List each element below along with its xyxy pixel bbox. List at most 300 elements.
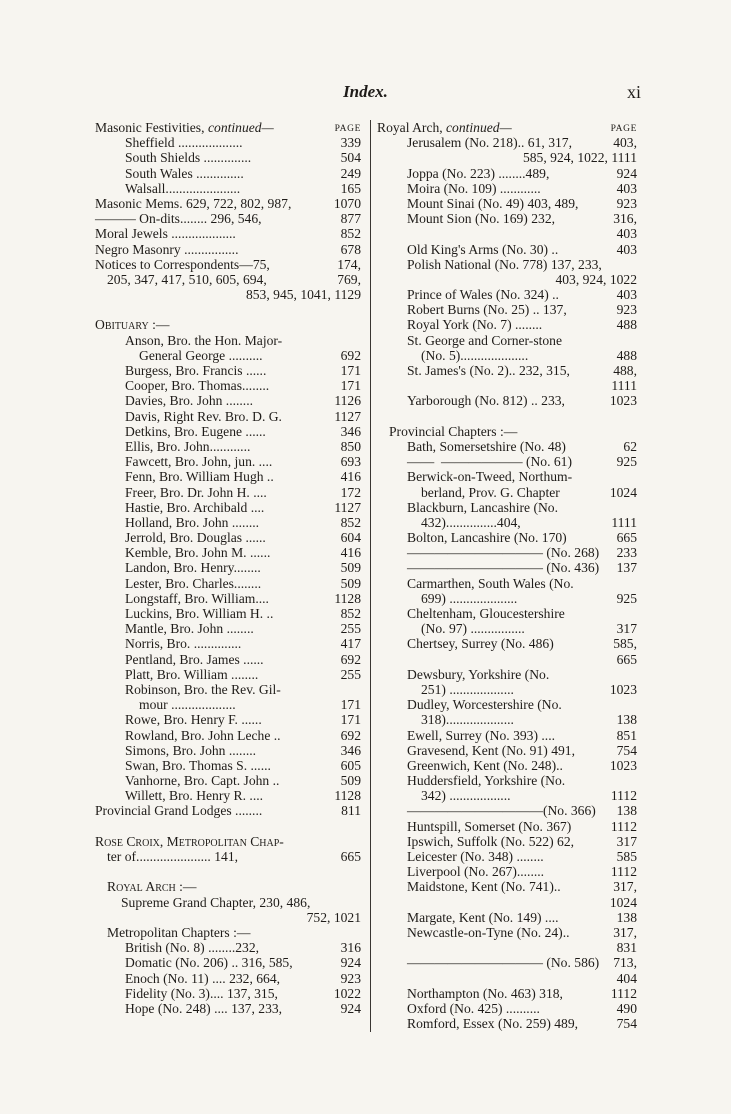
entry-page-numbers: 713, <box>613 955 637 971</box>
entry-page-numbers: 852 <box>340 226 361 242</box>
entry-page-numbers: 488, <box>613 363 637 378</box>
column-divider <box>370 120 371 1032</box>
entry-page-numbers: 1128 <box>334 788 361 804</box>
left-index-column <box>95 120 361 1016</box>
index-entry <box>377 758 637 773</box>
entry-text: Ewell, Surrey (No. 393) .... <box>407 727 555 743</box>
entry-text: Royal Arch, <box>377 120 447 135</box>
index-entry <box>95 1001 361 1016</box>
index-entry <box>95 485 361 500</box>
index-entry <box>95 181 361 196</box>
entry-text: Bolton, Lancashire (No. 170) <box>407 530 567 546</box>
entry-text: Hastie, Bro. Archibald .... <box>125 499 265 515</box>
entry-page-numbers: 317 <box>616 621 637 637</box>
spacer <box>95 819 361 834</box>
entry-text: British (No. 8) ........232, <box>125 940 260 956</box>
entry-text: Huddersfield, Yorkshire (No. <box>407 773 566 789</box>
entry-text: 699) .................... <box>421 590 518 606</box>
index-entry <box>95 773 361 788</box>
page-title: Index. <box>343 82 388 101</box>
entry-text: Davis, Right Rev. Bro. D. G. <box>125 408 282 424</box>
entry-text: Carmarthen, South Wales (No. <box>407 575 574 591</box>
entry-text: Kemble, Bro. John M. ...... <box>125 545 271 561</box>
index-entry <box>377 287 637 302</box>
entry-text: Blackburn, Lancashire (No. <box>407 499 558 515</box>
entry-page-numbers: 255 <box>340 621 361 637</box>
entry-text: Norris, Bro. .............. <box>125 636 242 652</box>
index-entry <box>95 196 361 211</box>
spacer <box>377 409 637 424</box>
index-entry <box>95 439 361 454</box>
index-entry <box>377 955 637 970</box>
index-entry <box>377 257 637 272</box>
entry-text: Northampton (No. 463) 318, <box>407 985 563 1001</box>
index-entry <box>95 500 361 515</box>
entry-page-numbers: 692 <box>340 651 361 667</box>
entry-page-numbers: 1022 <box>333 985 361 1001</box>
index-entry <box>95 652 361 667</box>
index-entry <box>377 819 637 834</box>
index-entry <box>377 545 637 560</box>
index-entry <box>377 226 637 241</box>
index-entry <box>95 879 361 894</box>
entry-text: Leicester (No. 348) ........ <box>407 849 544 864</box>
entry-page-numbers: 678 <box>340 241 361 257</box>
entry-text: Enoch (No. 11) .... 232, 664, <box>125 970 281 986</box>
index-entry <box>95 925 361 940</box>
entry-text: Chertsey, Surrey (No. 486) <box>407 636 554 652</box>
entry-page-numbers: 317, <box>613 924 637 940</box>
entry-text: —— —————— (No. 61) <box>407 454 573 470</box>
page-number: xi <box>626 82 641 102</box>
index-entry <box>95 333 361 348</box>
index-entry <box>377 743 637 758</box>
index-entry <box>377 576 637 591</box>
entry-text: South Wales .............. <box>125 165 244 181</box>
entry-page-numbers: 403, 924, 1022 <box>555 271 637 287</box>
entry-text: Gravesend, Kent (No. 91) 491, <box>407 742 575 758</box>
index-entry <box>95 515 361 530</box>
index-entry <box>377 135 637 150</box>
entry-text: Margate, Kent (No. 149) .... <box>407 909 559 925</box>
entry-text: Royal Arch :— <box>107 879 197 895</box>
index-entry <box>95 530 361 545</box>
index-entry <box>377 348 637 363</box>
index-entry <box>95 621 361 636</box>
index-entry <box>377 910 637 925</box>
index-entry <box>377 728 637 743</box>
entry-page-numbers: 172 <box>340 484 361 500</box>
index-entry <box>377 834 637 849</box>
entry-text: Rowland, Bro. John Leche .. <box>125 727 281 743</box>
entry-text: Joppa (No. 223) ........489, <box>407 165 550 181</box>
index-entry <box>95 545 361 560</box>
entry-page-numbers: 852 <box>340 606 361 621</box>
entry-page-numbers: 509 <box>340 575 361 591</box>
index-entry <box>95 166 361 181</box>
entry-page-numbers: 924 <box>616 165 637 181</box>
entry-page-numbers: 831 <box>616 940 637 956</box>
index-entry <box>377 621 637 636</box>
entry-page-numbers: 924 <box>340 1000 361 1016</box>
entry-text: Huntspill, Somerset (No. 367) <box>407 818 572 834</box>
index-entry <box>95 424 361 439</box>
entry-page-numbers: 174, <box>337 256 361 272</box>
entry-page-numbers: 1112 <box>610 818 637 834</box>
index-entry <box>95 287 361 302</box>
entry-text: Cooper, Bro. Thomas........ <box>125 378 270 394</box>
entry-page-numbers: 1023 <box>609 681 637 697</box>
entry-page-numbers: 317, <box>613 879 637 895</box>
entry-page-numbers: 1024 <box>609 894 637 910</box>
index-entry <box>377 515 637 530</box>
index-entry <box>377 591 637 606</box>
index-entry <box>95 120 361 135</box>
index-entry <box>95 257 361 272</box>
entry-page-numbers: 317 <box>616 833 637 849</box>
entry-text: Rowe, Bro. Henry F. ...... <box>125 712 262 728</box>
index-entry <box>95 712 361 727</box>
entry-text: Obituary :— <box>95 317 170 333</box>
index-entry <box>95 834 361 849</box>
entry-page-numbers: 923 <box>616 302 637 318</box>
entry-page-numbers: 877 <box>340 211 361 227</box>
index-entry <box>377 150 637 165</box>
entry-page-numbers: 233 <box>616 545 637 561</box>
index-entry <box>377 317 637 332</box>
entry-page-numbers: 665 <box>340 849 361 864</box>
entry-page-numbers: 811 <box>341 803 361 819</box>
index-entry <box>377 196 637 211</box>
index-entry <box>377 500 637 515</box>
entry-text: Metropolitan Chapters :— <box>107 924 251 940</box>
entry-page-numbers: 316, <box>613 211 637 227</box>
index-entry <box>95 849 361 864</box>
entry-page-numbers: 509 <box>340 560 361 576</box>
index-entry <box>95 606 361 621</box>
index-entry <box>95 682 361 697</box>
entry-text: Platt, Bro. William ........ <box>125 666 259 682</box>
index-entry <box>95 986 361 1001</box>
entry-text: Fidelity (No. 3).... 137, 315, <box>125 985 278 1001</box>
entry-text: Holland, Bro. John ........ <box>125 514 260 530</box>
index-entry <box>377 712 637 727</box>
entry-page-numbers: 417 <box>340 636 361 652</box>
index-entry <box>377 652 637 667</box>
page-header <box>0 82 731 108</box>
entry-page-numbers: 403 <box>616 241 637 257</box>
index-entry <box>95 743 361 758</box>
entry-page-numbers: 752, 1021 <box>306 909 361 925</box>
index-entry <box>377 333 637 348</box>
entry-text: Newcastle-on-Tyne (No. 24).. <box>407 924 570 940</box>
index-entry <box>377 788 637 803</box>
entry-text: (No. 5).................... <box>421 347 529 363</box>
entry-text: Notices to Correspondents—75, <box>95 256 270 272</box>
entry-page-numbers: 488 <box>616 317 637 333</box>
entry-text: Rose Croix, Metropolitan Chap- <box>95 833 284 849</box>
entry-text: Jerusalem (No. 218).. 61, 317, <box>407 135 572 151</box>
entry-page-numbers: 1112 <box>610 864 637 880</box>
index-entry <box>95 667 361 682</box>
entry-page-numbers: 585, <box>613 636 637 652</box>
entry-text: Simons, Bro. John ........ <box>125 742 257 758</box>
entry-page-numbers: 62 <box>623 438 637 454</box>
entry-page-numbers: 316 <box>340 940 361 956</box>
index-entry <box>95 728 361 743</box>
entry-page-numbers: 1112 <box>610 985 637 1001</box>
entry-text: Anson, Bro. the Hon. Major- <box>125 332 283 348</box>
entry-page-numbers: 346 <box>340 742 361 758</box>
index-entry <box>377 211 637 226</box>
entry-text: Detkins, Bro. Eugene ...... <box>125 423 266 439</box>
entry-page-numbers: 923 <box>340 970 361 986</box>
entry-page-numbers: 171 <box>340 712 361 728</box>
entry-text: Maidstone, Kent (No. 741).. <box>407 879 561 895</box>
index-entry <box>377 363 637 378</box>
index-entry <box>95 135 361 150</box>
entry-page-numbers: 490 <box>616 1000 637 1016</box>
entry-text: Luckins, Bro. William H. .. <box>125 606 274 621</box>
index-entry <box>95 560 361 575</box>
entry-text: —————————— (No. 268) <box>407 545 600 561</box>
entry-text: (No. 97) ................ <box>421 621 525 637</box>
entry-text: Burgess, Bro. Francis ...... <box>125 363 267 378</box>
entry-text: Walsall...................... <box>125 180 241 196</box>
index-entry <box>377 1016 637 1031</box>
entry-page-numbers: 509 <box>340 773 361 789</box>
index-entry <box>95 697 361 712</box>
entry-page-numbers: 1127 <box>334 499 361 515</box>
entry-text: Mantle, Bro. John ........ <box>125 621 254 637</box>
index-entry <box>95 348 361 363</box>
index-entry <box>377 393 637 408</box>
entry-page-numbers: 416 <box>340 469 361 485</box>
index-entry <box>377 925 637 940</box>
entry-text: 318).................... <box>421 712 514 728</box>
index-entry <box>377 166 637 181</box>
entry-text: ter of...................... 141, <box>107 849 239 864</box>
entry-page-numbers: 665 <box>616 530 637 546</box>
entry-page-numbers: 585, 924, 1022, 1111 <box>522 150 637 166</box>
index-entry <box>95 378 361 393</box>
entry-text: Berwick-on-Tweed, Northum- <box>407 469 573 485</box>
index-entry <box>95 803 361 818</box>
entry-text: 251) ................... <box>421 681 514 697</box>
index-entry <box>377 530 637 545</box>
index-entry <box>95 955 361 970</box>
entry-text: Mount Sion (No. 169) 232, <box>407 211 556 227</box>
entry-page-numbers: 171 <box>340 697 361 713</box>
entry-page-numbers: 1127 <box>334 408 361 424</box>
entry-text: Provincial Chapters :— <box>389 423 518 439</box>
entry-text: St. James's (No. 2).. 232, 315, <box>407 363 570 378</box>
index-entry <box>377 971 637 986</box>
index-entry <box>95 636 361 651</box>
entry-page-numbers: 605 <box>340 757 361 773</box>
index-entry <box>95 454 361 469</box>
index-entry <box>95 242 361 257</box>
entry-page-numbers: 1024 <box>609 484 637 500</box>
index-entry <box>95 211 361 226</box>
entry-text: Lester, Bro. Charles........ <box>125 575 262 591</box>
index-entry <box>95 910 361 925</box>
index-entry <box>377 272 637 287</box>
index-entry <box>95 272 361 287</box>
entry-page-numbers: 1070 <box>333 195 361 211</box>
entry-text: Fawcett, Bro. John, jun. .... <box>125 454 273 470</box>
index-entry <box>377 773 637 788</box>
entry-text: Old King's Arms (No. 30) .. <box>407 241 559 257</box>
index-entry <box>95 150 361 165</box>
entry-text: Willett, Bro. Henry R. .... <box>125 788 264 804</box>
entry-page-numbers: 925 <box>616 454 637 470</box>
entry-text: —————————— (No. 436) <box>407 560 600 576</box>
entry-continued: continued— <box>208 120 274 135</box>
entry-page-numbers: 416 <box>340 545 361 561</box>
entry-page-numbers: 1112 <box>610 788 637 804</box>
entry-page-numbers: 171 <box>340 378 361 394</box>
entry-page-numbers: 1023 <box>609 757 637 773</box>
index-entry <box>95 940 361 955</box>
entry-text: Moira (No. 109) ............ <box>407 180 541 196</box>
entry-page-numbers: 138 <box>616 803 637 819</box>
index-entry <box>377 469 637 484</box>
entry-page-numbers: 504 <box>340 150 361 166</box>
index-entry <box>95 895 361 910</box>
entry-text: mour ................... <box>139 697 236 713</box>
entry-page-numbers: 138 <box>616 909 637 925</box>
entry-page-numbers: 171 <box>340 363 361 378</box>
entry-text: Pentland, Bro. James ...... <box>125 651 264 667</box>
entry-text: Freer, Bro. Dr. John H. .... <box>125 484 267 500</box>
entry-page-numbers: 851 <box>616 727 637 743</box>
entry-text: St. George and Corner-stone <box>407 332 563 348</box>
index-entry <box>377 120 637 135</box>
index-entry <box>95 576 361 591</box>
entry-text: Prince of Wales (No. 324) .. <box>407 287 559 303</box>
index-entry <box>377 181 637 196</box>
entry-page-numbers: 692 <box>340 347 361 363</box>
entry-page-numbers: 754 <box>616 742 637 758</box>
index-entry <box>377 424 637 439</box>
index-entry <box>95 393 361 408</box>
index-entry <box>377 454 637 469</box>
index-entry <box>377 636 637 651</box>
entry-text: Moral Jewels ................... <box>95 226 236 242</box>
entry-text: ——— On-dits........ 296, 546, <box>95 211 262 227</box>
entry-page-numbers: 249 <box>340 165 361 181</box>
index-entry <box>95 409 361 424</box>
index-entry <box>377 682 637 697</box>
entry-page-numbers: 339 <box>340 135 361 151</box>
entry-text: Fenn, Bro. William Hugh .. <box>125 469 274 485</box>
entry-text: Yarborough (No. 812) .. 233, <box>407 393 565 409</box>
entry-page-numbers: 1128 <box>334 590 361 606</box>
index-entry <box>377 302 637 317</box>
entry-text: Hope (No. 248) .... 137, 233, <box>125 1000 283 1016</box>
entry-text: 432)...............404, <box>421 514 521 530</box>
entry-text: Sheffield ................... <box>125 135 243 151</box>
entry-text: Oxford (No. 425) .......... <box>407 1000 540 1016</box>
entry-page-numbers: 850 <box>340 438 361 454</box>
index-entry <box>377 606 637 621</box>
index-entry <box>377 378 637 393</box>
entry-page-numbers: 925 <box>616 590 637 606</box>
entry-text: Polish National (No. 778) 137, 233, <box>407 256 602 272</box>
entry-page-numbers: 924 <box>340 955 361 971</box>
index-entry <box>95 758 361 773</box>
entry-continued: continued— <box>446 120 512 135</box>
index-entry <box>95 363 361 378</box>
entry-page-numbers: 1111 <box>611 378 637 394</box>
entry-page-numbers: 137 <box>616 560 637 576</box>
entry-page-numbers: 852 <box>340 514 361 530</box>
entry-text: Greenwich, Kent (No. 248).. <box>407 757 563 773</box>
entry-page-numbers: 853, 945, 1041, 1129 <box>245 287 361 303</box>
spacer <box>95 864 361 879</box>
entry-text: Liverpool (No. 267)........ <box>407 864 545 880</box>
entry-page-numbers: 1126 <box>334 393 361 409</box>
index-entry <box>95 226 361 241</box>
entry-text: Landon, Bro. Henry........ <box>125 560 261 576</box>
entry-text: Cheltenham, Gloucestershire <box>407 606 565 621</box>
entry-text: berland, Prov. G. Chapter <box>421 484 560 500</box>
entry-text: Domatic (No. 206) .. 316, 585, <box>125 955 293 971</box>
index-entry <box>95 788 361 803</box>
entry-text: 342) .................. <box>421 788 511 804</box>
entry-page-numbers: 585 <box>616 849 637 864</box>
entry-text: ——————————(No. 366) <box>407 803 596 819</box>
index-entry <box>95 469 361 484</box>
entry-page-numbers: 769, <box>337 271 361 287</box>
index-entry <box>95 317 361 332</box>
entry-text: —————————— (No. 586) <box>407 955 600 971</box>
index-entry <box>377 940 637 955</box>
entry-text: Masonic Mems. 629, 722, 802, 987, <box>95 195 292 211</box>
entry-page-numbers: 255 <box>340 666 361 682</box>
entry-page-numbers: 1023 <box>609 393 637 409</box>
entry-text: Jerrold, Bro. Douglas ...... <box>125 530 266 546</box>
entry-page-numbers: 346 <box>340 423 361 439</box>
entry-text: Dewsbury, Yorkshire (No. <box>407 666 550 682</box>
entry-text: Royal York (No. 7) ........ <box>407 317 543 333</box>
spacer <box>95 302 361 317</box>
index-entry <box>377 879 637 894</box>
index-entry <box>377 667 637 682</box>
index-entry <box>377 560 637 575</box>
entry-text: Provincial Grand Lodges ........ <box>95 803 263 819</box>
entry-text: Supreme Grand Chapter, 230, 486, <box>121 894 311 910</box>
entry-page-numbers: 693 <box>340 454 361 470</box>
entry-page-numbers: 1111 <box>611 514 637 530</box>
entry-text: Ellis, Bro. John............ <box>125 438 251 454</box>
index-entry <box>377 485 637 500</box>
entry-text: Mount Sinai (No. 49) 403, 489, <box>407 195 579 211</box>
entry-page-numbers: 692 <box>340 727 361 743</box>
entry-page-numbers: 923 <box>616 195 637 211</box>
page-column-heading: PAGE <box>610 124 637 134</box>
entry-text: Masonic Festivities, <box>95 120 208 135</box>
entry-text: Robinson, Bro. the Rev. Gil- <box>125 681 281 697</box>
page-column-heading: PAGE <box>334 124 361 134</box>
entry-text: Bath, Somersetshire (No. 48) <box>407 438 566 454</box>
entry-page-numbers: 138 <box>616 712 637 728</box>
entry-text: Longstaff, Bro. William.... <box>125 590 269 606</box>
entry-text: General George .......... <box>139 347 263 363</box>
entry-page-numbers: 403, <box>613 135 637 151</box>
entry-text: Dudley, Worcestershire (No. <box>407 697 562 713</box>
